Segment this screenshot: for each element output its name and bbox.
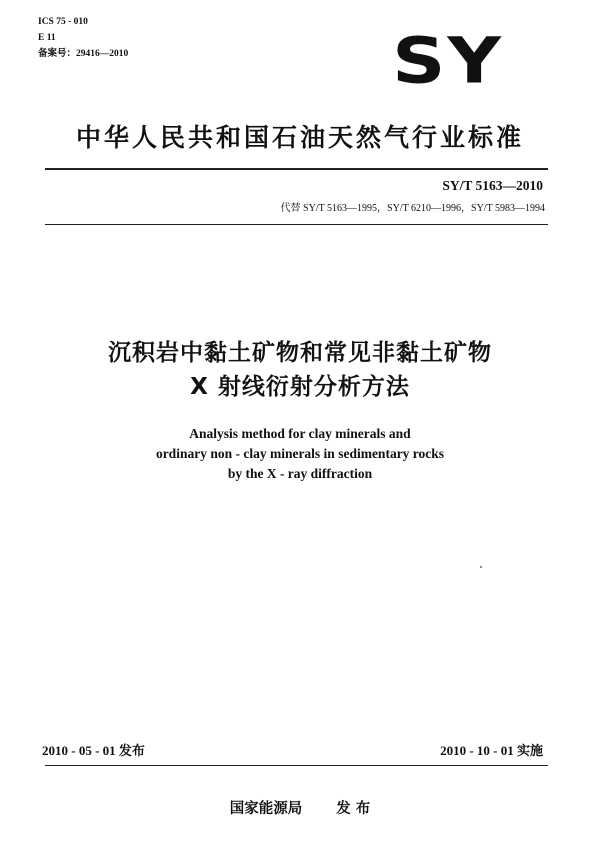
- sy-logo: SY: [392, 24, 503, 98]
- classification-code: E 11: [38, 33, 56, 43]
- implementation-date: 2010 - 10 - 01 实施: [440, 743, 543, 758]
- ics-code: ICS 75 - 010: [38, 17, 88, 27]
- standard-title: 中华人民共和国石油天然气行业标准: [75, 123, 524, 152]
- title-en-line-2: ordinary non - clay minerals in sedimentary rocks: [155, 446, 445, 461]
- standard-number: SY/T 5163—2010: [442, 178, 543, 193]
- publisher-name: 国家能源局: [229, 801, 303, 817]
- publish-action: 发 布: [336, 801, 371, 817]
- document-title-en: [0, 424, 600, 484]
- publisher-line: [0, 797, 600, 818]
- issue-date: 2010 - 05 - 01 发布: [42, 743, 145, 758]
- title-en-line-1: Analysis method for clay minerals and: [189, 426, 411, 441]
- footer-divider: [45, 765, 548, 766]
- top-divider: [45, 168, 548, 170]
- record-number: 备案号：29416—2010: [38, 49, 129, 59]
- replaces-note: 代替 SY/T 5163—1995，SY/T 6210—1996，SY/T 5983—1994: [280, 203, 545, 214]
- document-title-cn: [0, 336, 600, 404]
- header-divider: [45, 224, 548, 225]
- scan-speck: [480, 566, 482, 568]
- title-cn-line-1: 沉积岩中黏土矿物和常见非黏土矿物: [108, 340, 492, 366]
- title-en-line-3: by the X - ray diffraction: [227, 466, 373, 481]
- title-cn-line-2: X 射线衍射分析方法: [190, 374, 410, 400]
